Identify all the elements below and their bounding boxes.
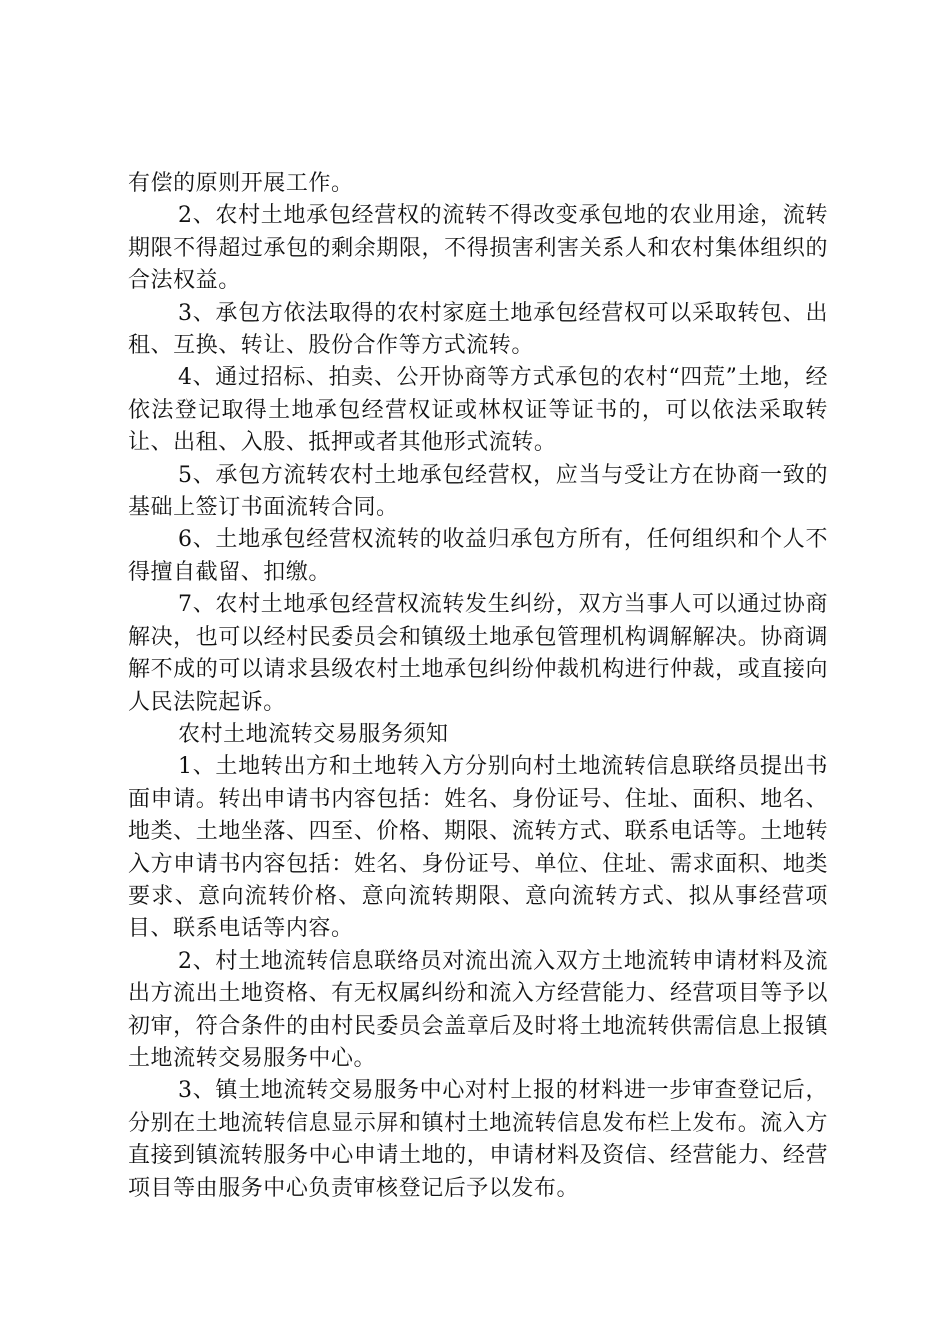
paragraph-item-2: 2、农村土地承包经营权的流转不得改变承包地的农业用途，流转期限不得超过承包的剩余期限，不得损害利害关系人和农村集体组织的合法权益。 — [128, 203, 828, 294]
paragraph-item-3: 3、承包方依法取得的农村家庭土地承包经营权可以采取转包、出租、互换、转让、股份合作等方式流转。 — [128, 300, 828, 359]
paragraph-item-7: 7、农村土地承包经营权流转发生纠纷，双方当事人可以通过协商解决，也可以经村民委员会和镇级土地承包管理机构调解解决。协商调解不成的可以请求县级农村土地承包纠纷仲裁机构进行仲裁，或直接向人民法院起诉。 — [128, 592, 828, 715]
paragraph-item-4: 4、通过招标、拍卖、公开协商等方式承包的农村“四荒”土地，经依法登记取得土地承包经营权证或林权证等证书的，可以依法采取转让、出租、入股、抵押或者其他形式流转。 — [128, 365, 828, 456]
paragraph-notice-3: 3、镇土地流转交易服务中心对村上报的材料进一步审查登记后，分别在土地流转信息显示屏和镇村土地流转信息发布栏上发布。流入方直接到镇流转服务中心申请土地的，申请材料及资信、经营能力、经营项目等由服务中心负责审核登记后予以发布。 — [128, 1078, 828, 1201]
paragraph-notice-1: 1、土地转出方和土地转入方分别向村土地流转信息联络员提出书面申请。转出申请书内容包括：姓名、身份证号、住址、面积、地名、地类、土地坐落、四至、价格、期限、流转方式、联系电话等。土地转入方申请书内容包括：姓名、身份证号、单位、住址、需求面积、地类要求、意向流转价格、意向流转期限、意向流转方式、拟从事经营项目、联系电话等内容。 — [128, 754, 828, 942]
paragraph-continuation: 有偿的原则开展工作。 — [128, 171, 354, 196]
document-body — [128, 168, 828, 1205]
paragraph-item-6: 6、土地承包经营权流转的收益归承包方所有，任何组织和个人不得擅自截留、扣缴。 — [128, 527, 828, 585]
paragraph-item-5: 5、承包方流转农村土地承包经营权，应当与受让方在协商一致的基础上签订书面流转合同。 — [128, 462, 828, 521]
paragraph-notice-2: 2、村土地流转信息联络员对流出流入双方土地流转申请材料及流出方流出土地资格、有无权属纠纷和流入方经营能力、经营项目等予以初审，符合条件的由村民委员会盖章后及时将土地流转供需信息上报镇土地流转交易服务中心。 — [128, 948, 828, 1071]
section-heading: 农村土地流转交易服务须知 — [178, 721, 449, 747]
